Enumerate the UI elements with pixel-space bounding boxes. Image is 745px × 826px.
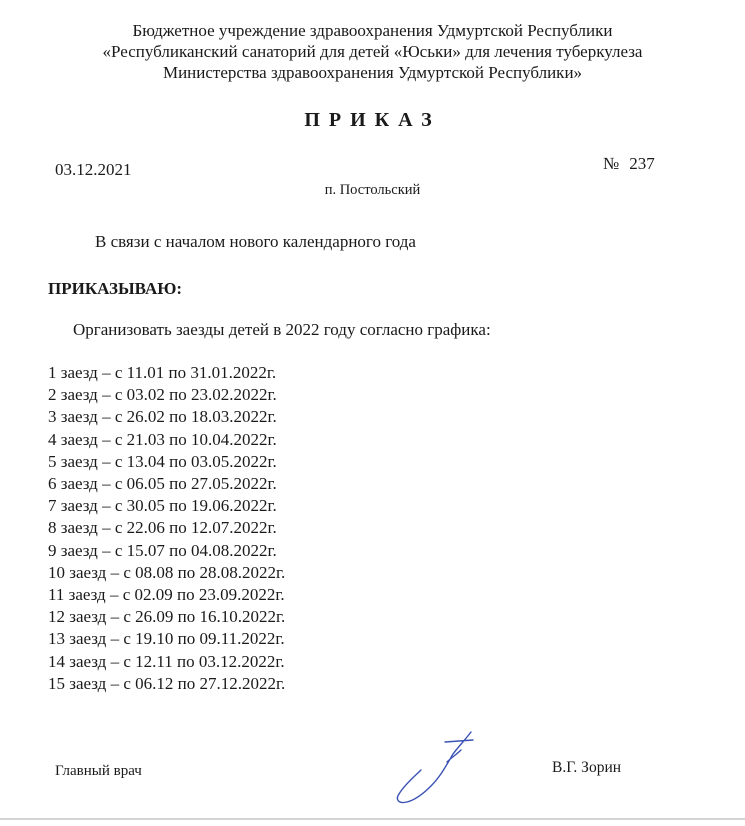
instruction-text: Организовать заезды детей в 2022 году согласно графика: xyxy=(73,320,491,339)
arrival-schedule-list xyxy=(48,362,285,695)
schedule-item: 10 заезд – с 08.08 по 28.08.2022г. xyxy=(48,562,286,582)
preamble-text: В связи с началом нового календарного года xyxy=(95,232,416,251)
header-line-2: «Республиканский санаторий для детей «Юськи» для лечения туберкулеза xyxy=(102,42,643,61)
schedule-item: 13 заезд – с 19.10 по 09.11.2022г. xyxy=(48,629,285,649)
header-line-3: Министерства здравоохранения Удмуртской Республики» xyxy=(162,63,583,82)
schedule-item: 5 заезд – с 13.04 по 03.05.2022г. xyxy=(48,451,277,471)
number-value: 237 xyxy=(629,154,655,173)
schedule-item: 6 заезд – с 06.05 по 27.05.2022г. xyxy=(48,474,277,494)
signer-role: Главный врач xyxy=(55,763,142,779)
schedule-item: 15 заезд – с 06.12 по 27.12.2022г. xyxy=(48,673,286,693)
document-title: ПРИКАЗ xyxy=(304,109,441,131)
schedule-item: 1 заезд – с 11.01 по 31.01.2022г. xyxy=(48,363,277,382)
signer-name: В.Г. Зорин xyxy=(552,759,622,776)
handwritten-signature xyxy=(385,728,485,808)
header-line-1: Бюджетное учреждение здравоохранения Удмуртской Республики xyxy=(132,21,613,40)
schedule-item: 11 заезд – с 02.09 по 23.09.2022г. xyxy=(48,585,285,605)
schedule-item: 3 заезд – с 26.02 по 18.03.2022г. xyxy=(48,407,277,427)
schedule-item: 2 заезд – с 03.02 по 23.02.2022г. xyxy=(48,385,277,405)
schedule-item: 14 заезд – с 12.11 по 03.12.2022г. xyxy=(48,651,285,671)
signature-stroke xyxy=(397,732,473,803)
schedule-item: 9 заезд – с 15.07 по 04.08.2022г. xyxy=(48,540,277,560)
schedule-item: 7 заезд – с 30.05 по 19.06.2022г. xyxy=(48,496,277,516)
order-date: 03.12.2021 xyxy=(55,160,132,179)
order-keyword: ПРИКАЗЫВАЮ: xyxy=(48,279,183,298)
place-of-issue: п. Постольский xyxy=(324,182,421,198)
schedule-item: 4 заезд – с 21.03 по 10.04.2022г. xyxy=(48,429,277,449)
schedule-item: 12 заезд – с 26.09 по 16.10.2022г. xyxy=(48,607,286,627)
schedule-item: 8 заезд – с 22.06 по 12.07.2022г. xyxy=(48,518,277,538)
page-bottom-divider xyxy=(0,818,745,820)
number-sign: № xyxy=(603,154,620,173)
order-number xyxy=(603,154,655,174)
organization-header xyxy=(0,20,745,83)
